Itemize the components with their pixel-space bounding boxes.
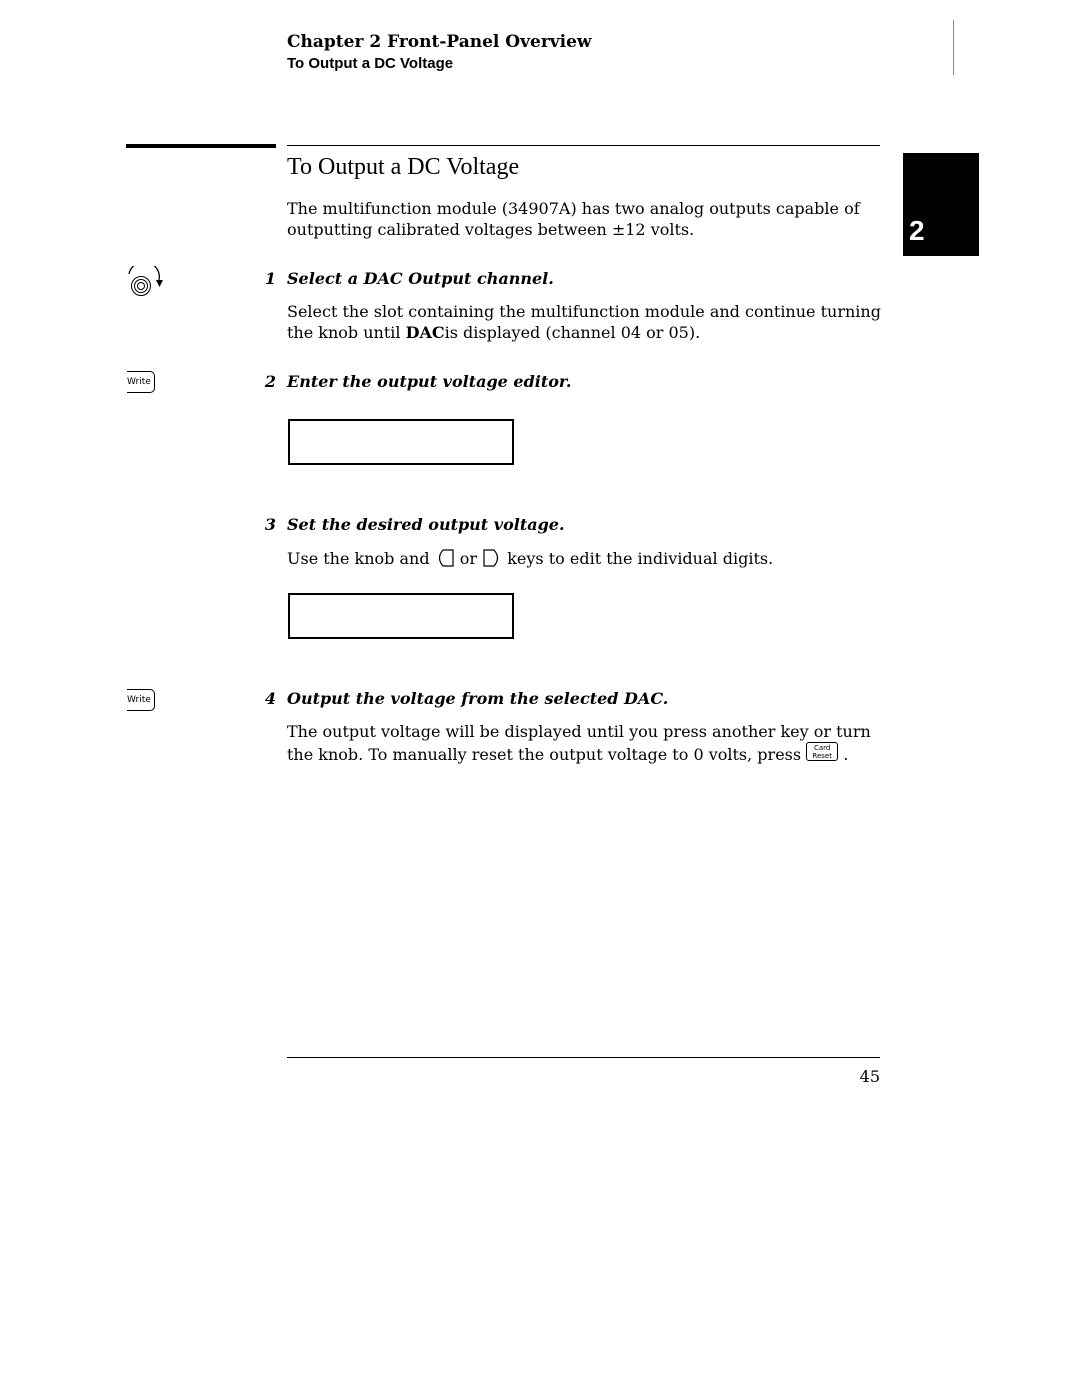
step-1-body-text: Select the slot containing the multifunction module and continue turning the knob until xyxy=(287,302,881,342)
step-1-body-text-end: is displayed (channel 04 or 05). xyxy=(444,323,701,342)
chapter-header: Chapter 2 Front-Panel Overview xyxy=(287,32,592,52)
step-4-body-text: The output voltage will be displayed until you press another key or turn the knob. To manually reset the output voltage to 0 volts, press xyxy=(287,722,871,764)
step-3-body-text-end: keys to edit the individual digits. xyxy=(502,549,774,568)
knob-icon xyxy=(126,266,166,302)
footer-rule xyxy=(287,1057,880,1058)
left-arrow-key-icon xyxy=(435,549,455,572)
intro-paragraph: The multifunction module (34907A) has two analog outputs capable of outputting calibrated voltages between ±12 volts. xyxy=(287,199,860,239)
page-title: To Output a DC Voltage xyxy=(287,154,520,180)
card-reset-line1: Card xyxy=(813,744,831,752)
step-4-body xyxy=(287,721,885,765)
write-key-icon: Write xyxy=(127,371,155,393)
step-3-title: Set the desired output voltage. xyxy=(287,515,565,534)
step-2-number: 2 xyxy=(264,372,276,391)
section-header: To Output a DC Voltage xyxy=(287,55,454,72)
step-1-body xyxy=(287,301,887,343)
right-arrow-key-icon xyxy=(482,549,502,572)
step-3-body-text: Use the knob and xyxy=(287,549,435,568)
display-panel xyxy=(288,419,514,465)
step-3-body xyxy=(287,548,887,572)
chapter-tab-number: 2 xyxy=(909,215,925,246)
dac-label: DAC xyxy=(405,323,445,342)
step-4-number: 4 xyxy=(264,689,276,708)
step-1-title: Select a DAC Output channel. xyxy=(287,269,554,288)
title-thick-rule xyxy=(126,144,276,148)
display-panel xyxy=(288,593,514,639)
chapter-tab xyxy=(903,153,979,256)
step-2-title: Enter the output voltage editor. xyxy=(287,372,572,391)
write-key-icon: Write xyxy=(127,689,155,711)
card-reset-key-icon xyxy=(806,742,838,761)
header-divider xyxy=(953,20,954,75)
step-4-body-text-end: . xyxy=(838,745,849,764)
step-3-or: or xyxy=(454,549,483,568)
step-4-title: Output the voltage from the selected DAC. xyxy=(287,689,669,708)
card-reset-line2: Reset xyxy=(812,752,832,760)
page-number: 45 xyxy=(859,1067,880,1086)
title-thin-rule xyxy=(287,145,880,146)
step-1-number: 1 xyxy=(264,269,276,288)
step-3-number: 3 xyxy=(264,515,276,534)
